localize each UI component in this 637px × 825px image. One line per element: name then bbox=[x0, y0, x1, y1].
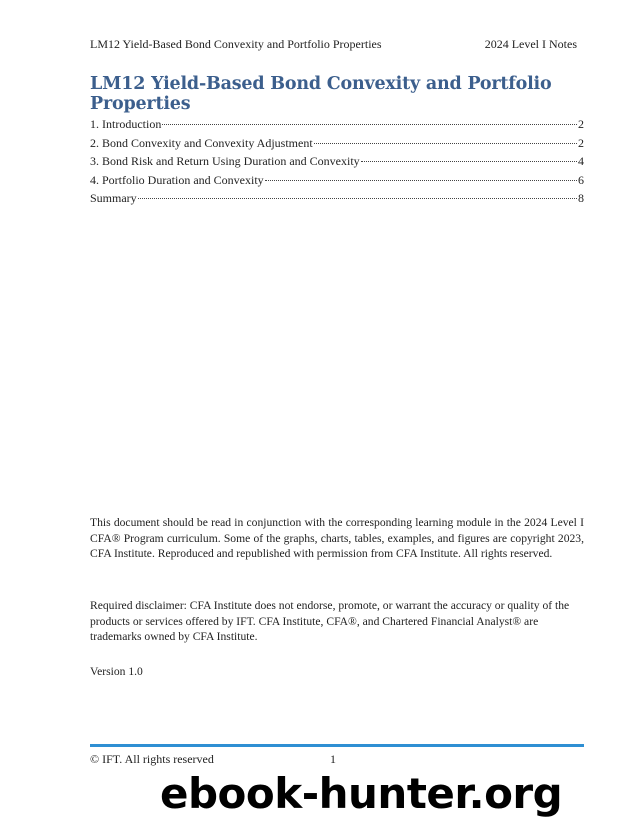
toc-page: 2 bbox=[578, 135, 584, 150]
toc-entry[interactable] bbox=[90, 191, 584, 206]
toc-leader bbox=[265, 180, 577, 181]
toc-label: 3. Bond Risk and Return Using Duration and Convexity bbox=[90, 154, 360, 168]
toc-entry[interactable] bbox=[90, 136, 584, 151]
footer-copyright: © IFT. All rights reserved bbox=[90, 752, 214, 766]
toc-label: 4. Portfolio Duration and Convexity bbox=[90, 172, 264, 187]
page-number: 1 bbox=[330, 752, 336, 766]
toc-label: Summary bbox=[90, 191, 137, 205]
toc-page: 4 bbox=[578, 154, 584, 168]
copyright-notice: This document should be read in conjunction with the corresponding learning module in the 2024 Level I CFA® Program curriculum. Some of the graphs, charts, tables, examples, and figures are copyright 2023, CFA Institute. Reproduced and republished with permission from CFA Institute. All rights reserved. bbox=[90, 516, 584, 560]
toc-page: 2 bbox=[578, 117, 584, 131]
header-left: LM12 Yield-Based Bond Convexity and Portfolio Properties bbox=[90, 37, 382, 51]
toc-label: 1. Introduction bbox=[90, 117, 162, 131]
toc-page: 8 bbox=[578, 191, 584, 205]
toc-leader bbox=[361, 161, 577, 162]
toc-entry[interactable] bbox=[90, 117, 584, 132]
header-right: 2024 Level I Notes bbox=[484, 37, 577, 51]
footer-rule bbox=[90, 744, 584, 747]
version: Version 1.0 bbox=[90, 665, 143, 678]
watermark: ebook-hunter.org bbox=[160, 769, 563, 818]
toc-leader bbox=[162, 124, 577, 125]
toc-label: 2. Bond Convexity and Convexity Adjustment bbox=[90, 135, 313, 150]
toc-page: 6 bbox=[578, 172, 584, 187]
toc-entry[interactable] bbox=[90, 173, 584, 188]
page-title: LM12 Yield-Based Bond Convexity and Portfolio Properties bbox=[90, 74, 552, 114]
disclaimer: Required disclaimer: CFA Institute does not endorse, promote, or warrant the accuracy or quality of the products or services offered by IFT. CFA Institute, CFA®, and Chartered Financial Analyst® are trademarks owned by CFA Institute. bbox=[90, 599, 570, 643]
toc-leader bbox=[138, 198, 577, 199]
toc-entry[interactable] bbox=[90, 154, 584, 169]
toc-leader bbox=[314, 143, 577, 144]
